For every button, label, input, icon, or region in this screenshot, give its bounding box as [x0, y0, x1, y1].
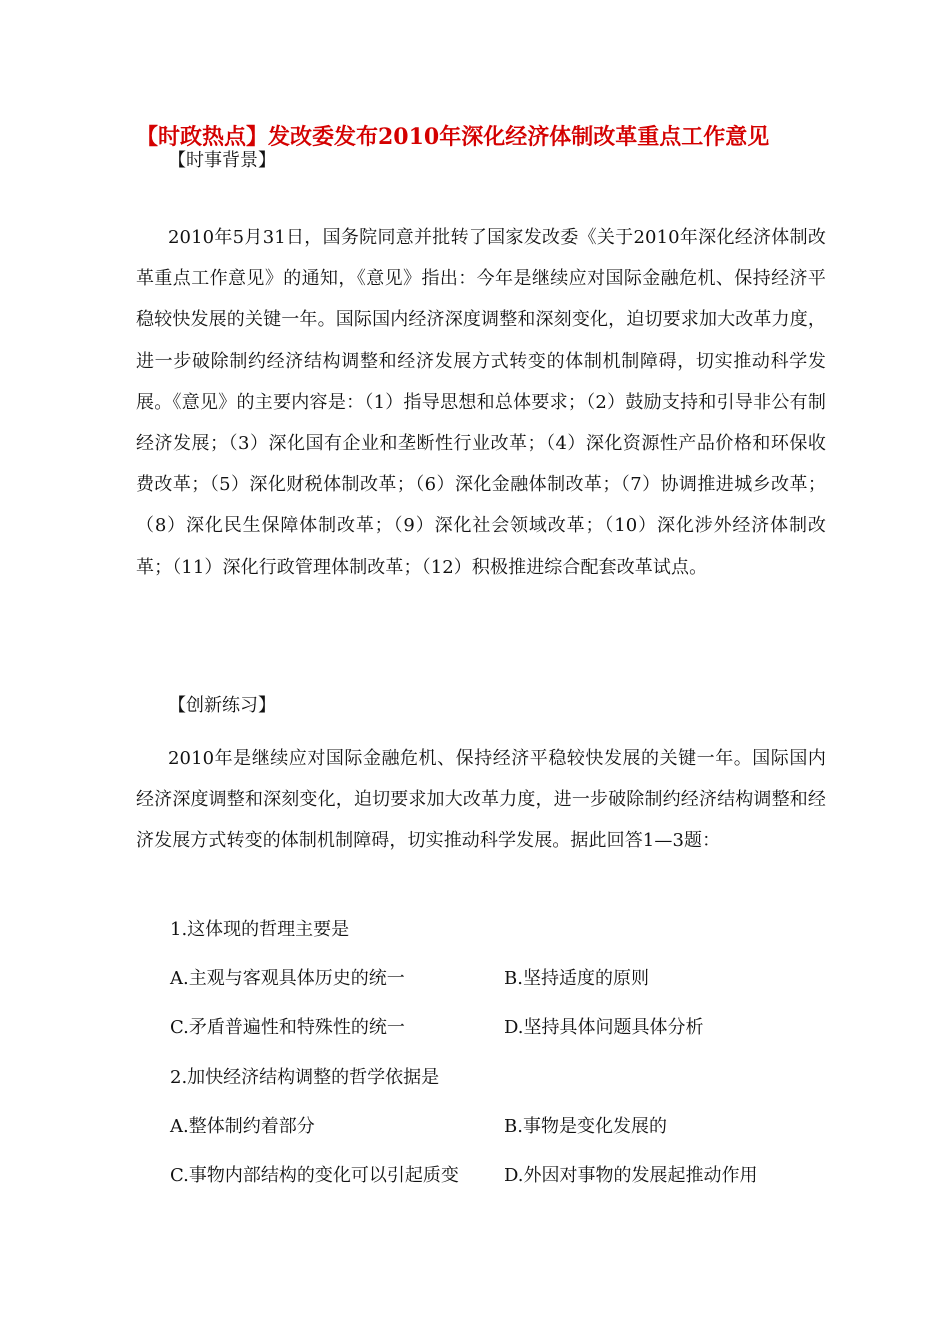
practice-heading: 【创新练习】: [168, 695, 276, 716]
document-title: 【时政热点】发改委发布2010年深化经济体制改革重点工作意见: [136, 124, 770, 150]
question-2-options-row-1: [170, 1112, 820, 1142]
question-2-option-a: A.整体制约着部分: [170, 1116, 315, 1137]
background-paragraph: 2010年5月31日，国务院同意并批转了国家发改委《关于2010年深化经济体制改革重点工作意见》的通知，《意见》指出：今年是继续应对国际金融危机、保持经济平稳较快发展的关键一年。国际国内经济深度调整和深刻变化，迫切要求加大改革力度，进一步破除制约经济结构调整和经济发展方式转变的体制机制障碍，切实推动科学发展。《意见》的主要内容是：（1）指导思想和总体要求；（2）鼓励支持和引导非公有制经济发展；（3）深化国有企业和垄断性行业改革；（4）深化资源性产品价格和环保收费改革；（5）深化财税体制改革；（6）深化金融体制改革；（7）协调推进城乡改革；（8）深化民生保障体制改革；（9）深化社会领域改革；（10）深化涉外经济体制改革；（11）深化行政管理体制改革；（12）积极推进综合配套改革试点。: [136, 227, 826, 578]
question-1-option-c: C.矛盾普遍性和特殊性的统一: [170, 1017, 405, 1038]
question-2-option-c: C.事物内部结构的变化可以引起质变: [170, 1165, 459, 1186]
question-2-option-b: B.事物是变化发展的: [504, 1116, 667, 1137]
question-1-option-d: D.坚持具体问题具体分析: [504, 1017, 704, 1038]
question-1-option-b: B.坚持适度的原则: [504, 968, 649, 989]
question-2-option-d: D.外因对事物的发展起推动作用: [504, 1165, 758, 1186]
background-heading: 【时事背景】: [168, 150, 276, 171]
question-1-option-a: A.主观与客观具体历史的统一: [170, 968, 405, 989]
question-1-options-row-1: [170, 964, 820, 994]
practice-paragraph: 2010年是继续应对国际金融危机、保持经济平稳较快发展的关键一年。国际国内经济深度调整和深刻变化，迫切要求加大改革力度，进一步破除制约经济结构调整和经济发展方式转变的体制机制障碍，切实推动科学发展。据此回答1—3题：: [136, 748, 826, 852]
question-2-stem: 2.加快经济结构调整的哲学依据是: [170, 1067, 440, 1088]
question-2-options-row-2: [170, 1161, 820, 1191]
question-1-stem: 1.这体现的哲理主要是: [170, 919, 350, 940]
question-1-options-row-2: [170, 1013, 820, 1043]
